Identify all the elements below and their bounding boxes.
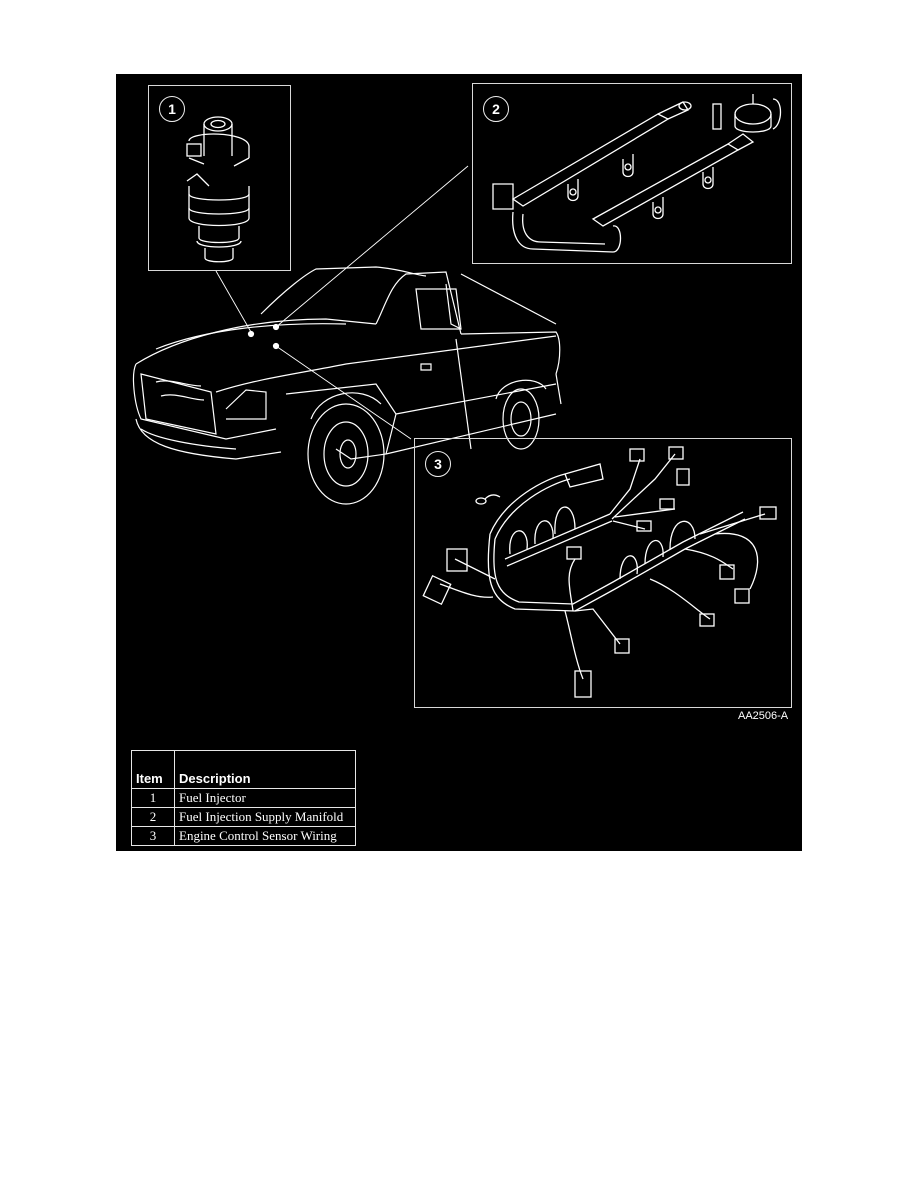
wiring-harness-icon xyxy=(415,439,793,709)
legend-item-description: Fuel Injection Supply Manifold xyxy=(175,808,356,827)
legend-row xyxy=(132,789,356,808)
legend-row xyxy=(132,827,356,846)
legend-header-item: Item xyxy=(132,751,175,789)
legend-item-number: 1 xyxy=(132,789,175,808)
legend-row xyxy=(132,808,356,827)
legend-item-description: Engine Control Sensor Wiring xyxy=(175,827,356,846)
legend-item-number: 3 xyxy=(132,827,175,846)
callout-2: 2 xyxy=(483,96,509,122)
callout-1: 1 xyxy=(159,96,185,122)
figure-reference-code: AA2506-A xyxy=(738,710,789,722)
legend-header-row xyxy=(132,751,356,789)
legend-table xyxy=(131,750,356,846)
callout-3: 3 xyxy=(425,451,451,477)
legend-item-description: Fuel Injector xyxy=(175,789,356,808)
legend-header-description: Description xyxy=(175,751,356,789)
diagram-panel xyxy=(116,74,802,851)
legend-item-number: 2 xyxy=(132,808,175,827)
detail-frame-sensor-wiring xyxy=(414,438,792,708)
